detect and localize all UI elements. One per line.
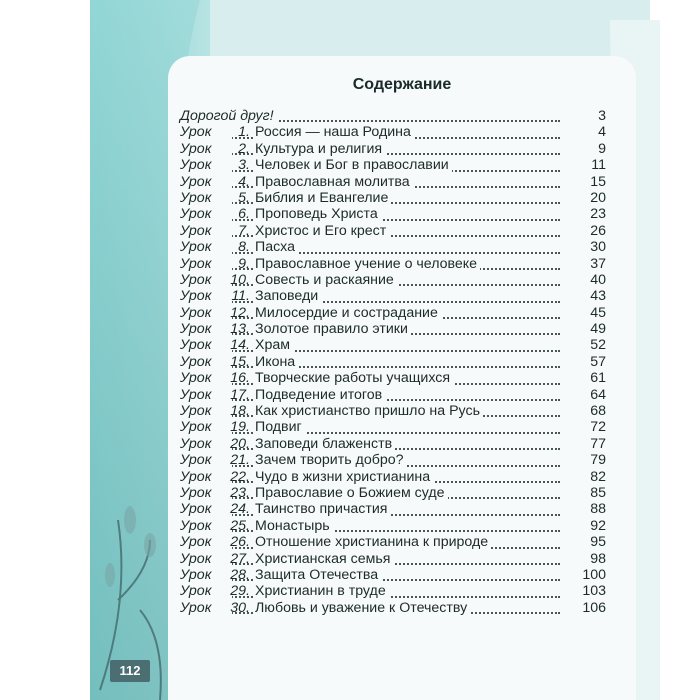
lesson-label: Урок — [180, 583, 232, 599]
lesson-number: 16. — [230, 370, 250, 387]
lesson-label: Урок — [180, 272, 232, 288]
page-ref: 98 — [590, 550, 606, 567]
table-of-contents — [180, 108, 606, 616]
lesson-title: Зачем творить добро? — [255, 452, 407, 468]
page-ref: 106 — [582, 599, 606, 616]
lesson-number: 20. — [230, 435, 250, 452]
lesson-label: Урок — [180, 124, 232, 140]
lesson-label: Урок — [180, 141, 232, 157]
toc-entry — [180, 190, 606, 206]
lesson-title: Золотое правило этики — [255, 321, 411, 337]
lesson-label: Урок — [180, 223, 232, 239]
lesson-title: Милосердие и сострадание — [255, 305, 441, 321]
lesson-number: 19. — [230, 419, 250, 436]
toc-entry — [180, 419, 606, 435]
lesson-number: 23. — [230, 484, 250, 501]
lesson-title: Любовь и уважение к Отечеству — [255, 600, 470, 616]
lesson-number: 28. — [230, 566, 250, 583]
lesson-title: Как христианство пришло на Русь — [255, 403, 483, 419]
lesson-title: Монастырь — [255, 518, 333, 534]
lesson-title: Подведение итогов — [255, 387, 385, 403]
toc-entry — [180, 436, 606, 452]
page-ref: 15 — [590, 173, 606, 190]
page-ref: 103 — [582, 583, 606, 600]
toc-entry — [180, 124, 606, 140]
lesson-label: Урок — [180, 551, 232, 567]
lesson-number: 12. — [230, 304, 250, 321]
lesson-label: Урок — [180, 387, 232, 403]
lesson-title: Храм — [255, 337, 293, 353]
toc-entry — [180, 239, 606, 255]
toc-entry — [180, 534, 606, 550]
lesson-number: 4. — [238, 173, 250, 190]
page-ref: 37 — [590, 255, 606, 272]
page-number-badge: 112 — [110, 660, 150, 682]
lesson-title: Христианская семья — [255, 551, 393, 567]
lesson-label: Урок — [180, 239, 232, 255]
toc-entry — [180, 288, 606, 304]
page-ref: 85 — [590, 484, 606, 501]
lesson-label: Урок — [180, 567, 232, 583]
lesson-number: 5. — [238, 189, 250, 206]
page-ref: 30 — [590, 239, 606, 256]
lesson-title: Подвиг — [255, 419, 305, 435]
page-ref: 11 — [591, 157, 606, 174]
lesson-number: 1. — [238, 124, 250, 141]
lesson-title: Православная молитва — [255, 174, 413, 190]
toc-entry — [180, 600, 606, 616]
lesson-title: Библия и Евангелие — [255, 190, 391, 206]
lesson-label: Урок — [180, 469, 232, 485]
lesson-title: Христианин в труде — [255, 583, 389, 599]
lesson-title: Чудо в жизни христианина — [255, 469, 433, 485]
lesson-number: 26. — [230, 534, 250, 551]
page-ref: 49 — [590, 321, 606, 338]
lesson-number: 11. — [231, 288, 250, 305]
lesson-number: 14. — [230, 337, 250, 354]
lesson-number: 30. — [230, 599, 250, 616]
page-ref: 45 — [590, 304, 606, 321]
toc-entry — [180, 567, 606, 583]
toc-entry — [180, 452, 606, 468]
lesson-title: Проповедь Христа — [255, 206, 381, 222]
lesson-number: 27. — [230, 550, 250, 567]
toc-entry — [180, 403, 606, 419]
page-ref: 72 — [590, 419, 606, 436]
lesson-label: Урок — [180, 485, 232, 501]
lesson-number: 15. — [230, 353, 250, 370]
page-ref: 40 — [590, 271, 606, 288]
page-ref: 77 — [590, 435, 606, 452]
lesson-label: Урок — [180, 157, 232, 173]
toc-entry — [180, 157, 606, 173]
toc-entry — [180, 108, 606, 124]
lesson-label: Урок — [180, 600, 232, 616]
toc-entry — [180, 485, 606, 501]
page-ref: 61 — [590, 370, 606, 387]
page-title: Содержание — [352, 76, 452, 93]
lesson-title: Христос и Его крест — [255, 223, 389, 239]
page-ref: 43 — [590, 288, 606, 305]
lesson-label: Урок — [180, 518, 232, 534]
toc-entry — [180, 387, 606, 403]
toc-entry — [180, 174, 606, 190]
toc-entry — [180, 583, 606, 599]
lesson-title: Защита Отечества — [255, 567, 381, 583]
lesson-number: 6. — [238, 206, 250, 223]
toc-entry — [180, 354, 606, 370]
lesson-number: 25. — [230, 517, 250, 534]
lesson-label: Урок — [180, 321, 232, 337]
lesson-number: 3. — [238, 157, 250, 174]
intro-title: Дорогой друг! — [180, 108, 277, 124]
page-ref: 20 — [590, 189, 606, 206]
toc-entry — [180, 256, 606, 272]
lesson-label: Урок — [180, 403, 232, 419]
page-ref: 3 — [598, 108, 606, 124]
lesson-title: Заповеди — [255, 288, 321, 304]
lesson-number: 8. — [238, 239, 250, 256]
toc-entry — [180, 518, 606, 534]
lesson-title: Заповеди блаженств — [255, 436, 395, 452]
lesson-label: Урок — [180, 370, 232, 386]
lesson-number: 10. — [230, 271, 250, 288]
toc-entry — [180, 305, 606, 321]
lesson-label: Урок — [180, 337, 232, 353]
lesson-title: Культура и религия — [255, 141, 385, 157]
page-ref: 79 — [590, 452, 606, 469]
lesson-number: 13. — [230, 321, 250, 338]
lesson-number: 18. — [230, 403, 250, 420]
toc-entry — [180, 272, 606, 288]
lesson-number: 29. — [230, 583, 250, 600]
lesson-label: Урок — [180, 534, 232, 550]
toc-entry — [180, 469, 606, 485]
lesson-number: 9. — [238, 255, 250, 272]
page-ref: 26 — [590, 222, 606, 239]
toc-entry — [180, 223, 606, 239]
lesson-title: Человек и Бог в православии — [255, 157, 452, 173]
toc-entry — [180, 141, 606, 157]
lesson-title: Пасха — [255, 239, 298, 255]
lesson-label: Урок — [180, 354, 232, 370]
page-ref: 4 — [598, 124, 606, 141]
lesson-label: Урок — [180, 436, 232, 452]
lesson-title: Православное учение о человеке — [255, 256, 480, 272]
lesson-label: Урок — [180, 305, 232, 321]
page-ref: 82 — [590, 468, 606, 485]
page-ref: 9 — [598, 140, 606, 157]
lesson-label: Урок — [180, 256, 232, 272]
lesson-title: Таинство причастия — [255, 501, 390, 517]
toc-entry — [180, 337, 606, 353]
page-ref: 92 — [590, 517, 606, 534]
lesson-label: Урок — [180, 501, 232, 517]
lesson-number: 7. — [238, 222, 250, 239]
lesson-number: 17. — [230, 386, 250, 403]
page-ref: 68 — [590, 403, 606, 420]
toc-entry — [180, 501, 606, 517]
toc-entry — [180, 206, 606, 222]
lesson-title: Икона — [255, 354, 298, 370]
lesson-title: Православие о Божием суде — [255, 485, 448, 501]
lesson-number: 21. — [230, 452, 250, 469]
lesson-title: Россия — наша Родина — [255, 124, 414, 140]
lesson-number: 24. — [230, 501, 250, 518]
lesson-number: 22. — [230, 468, 250, 485]
lesson-title: Совесть и раскаяние — [255, 272, 397, 288]
lesson-number: 2. — [238, 140, 250, 157]
lesson-title: Отношение христианина к природе — [255, 534, 491, 550]
lesson-title: Творческие работы учащихся — [255, 370, 453, 386]
lesson-label: Урок — [180, 174, 232, 190]
toc-entry — [180, 370, 606, 386]
page-ref: 88 — [590, 501, 606, 518]
lesson-label: Урок — [180, 206, 232, 222]
page-ref: 64 — [590, 386, 606, 403]
page-ref: 23 — [590, 206, 606, 223]
lesson-label: Урок — [180, 419, 232, 435]
lesson-label: Урок — [180, 190, 232, 206]
page-ref: 100 — [582, 566, 606, 583]
toc-entry — [180, 321, 606, 337]
toc-entry — [180, 551, 606, 567]
page-ref: 57 — [590, 353, 606, 370]
page-ref: 52 — [590, 337, 606, 354]
lesson-label: Урок — [180, 452, 232, 468]
lesson-label: Урок — [180, 288, 232, 304]
page-ref: 95 — [590, 534, 606, 551]
